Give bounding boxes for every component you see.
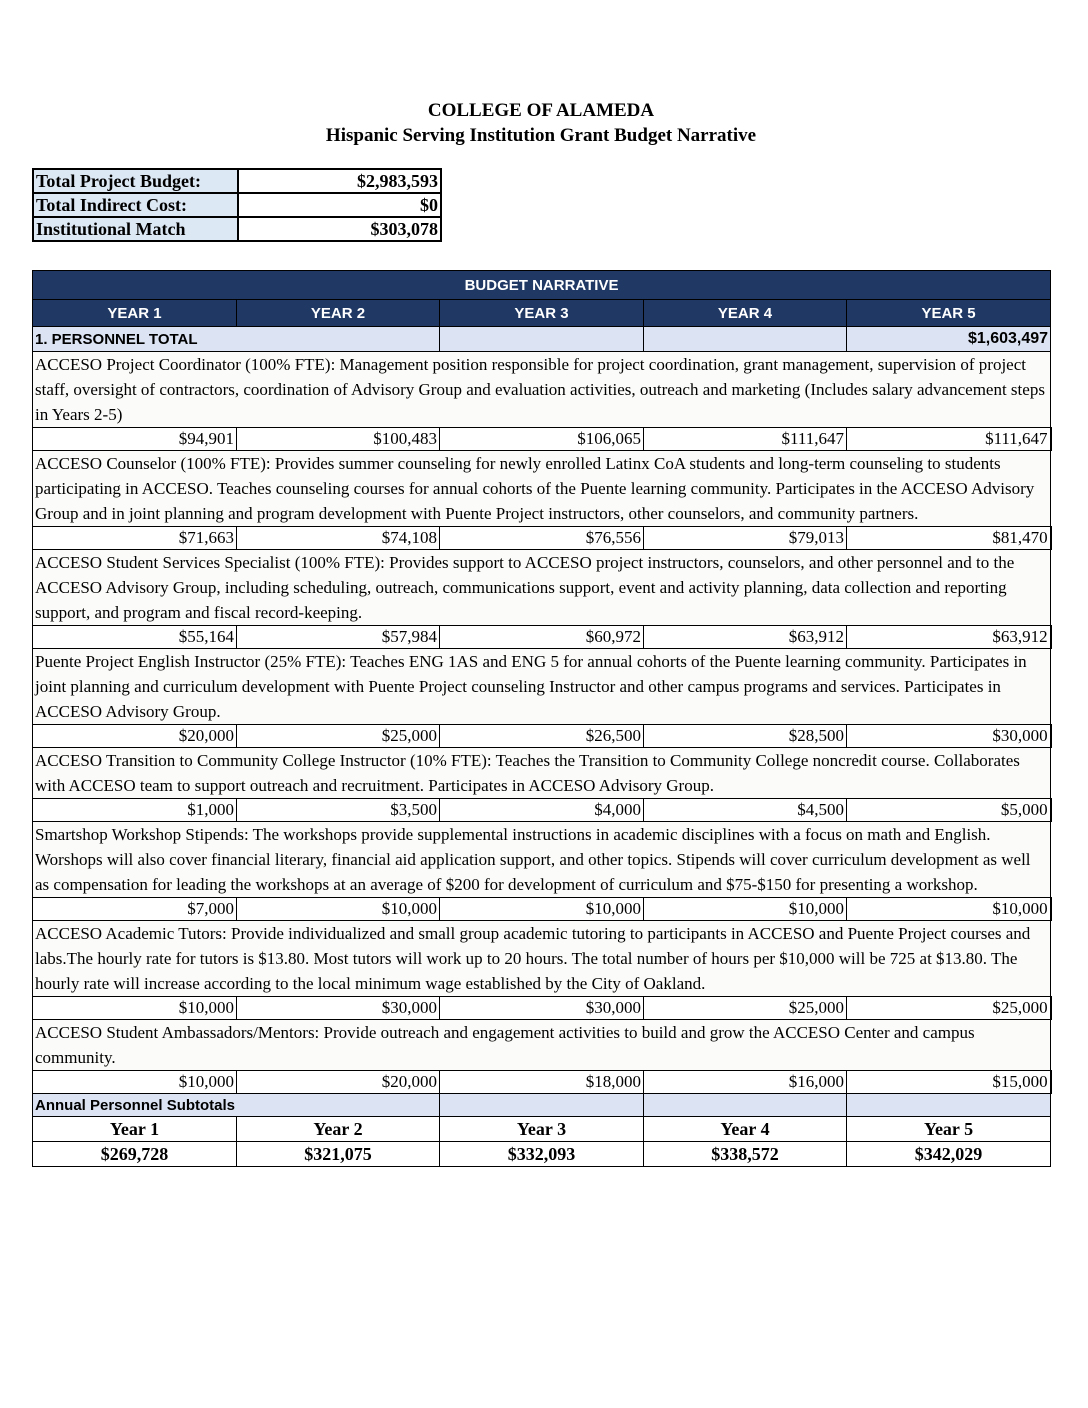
- amount-cell: $71,663: [33, 527, 237, 550]
- subtotals-label: Annual Personnel Subtotals: [33, 1094, 440, 1117]
- summary-value: $0: [238, 193, 441, 217]
- summary-row: [33, 193, 441, 217]
- amount-cell: $25,000: [644, 997, 847, 1020]
- line-item-description-row: [33, 550, 1051, 626]
- line-item-description: Puente Project English Instructor (25% FTE): Teaches ENG 1AS and ENG 5 for annual cohorts of the Puente learning community. Participates in joint planning and curriculum development with Puente Project counseling Instructor and other campus programs and services. Participates in ACCESO Advisory Group.: [33, 649, 1051, 725]
- amount-cell: $94,901: [33, 428, 237, 451]
- amount-cell: $111,647: [847, 428, 1051, 451]
- personnel-total-row: [33, 327, 1051, 352]
- document-subtitle: Hispanic Serving Institution Grant Budget Narrative: [325, 125, 757, 146]
- section-label: 1. PERSONNEL TOTAL: [33, 327, 440, 352]
- amount-cell: $30,000: [440, 997, 644, 1020]
- document-title-block: [0, 99, 1088, 149]
- line-item-amount-row: [33, 527, 1051, 550]
- line-item-description-row: [33, 649, 1051, 725]
- summary-label: Total Indirect Cost:: [33, 193, 238, 217]
- subtotal-year: Year 5: [847, 1117, 1051, 1142]
- line-item-description-row: [33, 1020, 1051, 1071]
- budget-narrative-table: [32, 270, 1052, 1167]
- table-title: BUDGET NARRATIVE: [33, 271, 1051, 300]
- section-total: $1,603,497: [847, 327, 1051, 352]
- summary-row: [33, 169, 441, 193]
- amount-cell: $63,912: [847, 626, 1051, 649]
- subtotals-value-row: [33, 1142, 1051, 1167]
- line-item-description: ACCESO Counselor (100% FTE): Provides summer counseling for newly enrolled Latinx CoA students and long-term counseling to students participating in ACCESO. Teaches counseling courses for annual cohorts of the Puente learning community. Participates in the ACCESO Advisory Group and in joint planning and program development with Puente Project instructors, other counselors, and community partners.: [33, 451, 1051, 527]
- line-item-amount-row: [33, 428, 1051, 451]
- amount-cell: $63,912: [644, 626, 847, 649]
- amount-cell: $76,556: [440, 527, 644, 550]
- amount-cell: $28,500: [644, 725, 847, 748]
- summary-value: $2,983,593: [238, 169, 441, 193]
- summary-label: Total Project Budget:: [33, 169, 238, 193]
- amount-cell: $7,000: [33, 898, 237, 921]
- amount-cell: $4,000: [440, 799, 644, 822]
- subtotal-value: $342,029: [847, 1142, 1051, 1167]
- summary-label: Institutional Match: [33, 217, 238, 241]
- empty-cell: [440, 1094, 644, 1117]
- amount-cell: $18,000: [440, 1071, 644, 1094]
- line-item-description-row: [33, 352, 1051, 428]
- subtotal-value: $321,075: [237, 1142, 440, 1167]
- amount-cell: $60,972: [440, 626, 644, 649]
- amount-cell: $26,500: [440, 725, 644, 748]
- amount-cell: $74,108: [237, 527, 440, 550]
- amount-cell: $57,984: [237, 626, 440, 649]
- amount-cell: $15,000: [847, 1071, 1051, 1094]
- amount-cell: $111,647: [644, 428, 847, 451]
- line-item-amount-row: [33, 898, 1051, 921]
- year-header: YEAR 5: [847, 300, 1051, 327]
- institution-title: COLLEGE OF ALAMEDA: [427, 100, 655, 121]
- amount-cell: $79,013: [644, 527, 847, 550]
- amount-cell: $25,000: [847, 997, 1051, 1020]
- amount-cell: $5,000: [847, 799, 1051, 822]
- amount-cell: $20,000: [33, 725, 237, 748]
- summary-value: $303,078: [238, 217, 441, 241]
- year-header: YEAR 3: [440, 300, 644, 327]
- empty-cell: [440, 327, 644, 352]
- line-item-amount-row: [33, 997, 1051, 1020]
- line-item-description: ACCESO Student Services Specialist (100% FTE): Provides support to ACCESO project instructors, counselors, and other personnel and to the ACCESO Advisory Group, including scheduling, outreach, communications support, event and activity planning, data collection and reporting support, and program and fiscal record-keeping.: [33, 550, 1051, 626]
- amount-cell: $3,500: [237, 799, 440, 822]
- line-item-description-row: [33, 822, 1051, 898]
- amount-cell: $10,000: [33, 1071, 237, 1094]
- line-item-description-row: [33, 921, 1051, 997]
- amount-cell: $10,000: [33, 997, 237, 1020]
- subtotal-year: Year 1: [33, 1117, 237, 1142]
- subtotal-value: $332,093: [440, 1142, 644, 1167]
- amount-cell: $81,470: [847, 527, 1051, 550]
- line-item-amount-row: [33, 725, 1051, 748]
- amount-cell: $55,164: [33, 626, 237, 649]
- line-item-description: ACCESO Academic Tutors: Provide individualized and small group academic tutoring to participants in ACCESO and Puente Project courses and labs.The hourly rate for tutors is $13.80. Most tutors will work up to 20 hours. The total number of hours per $10,000 will be 725 at $13.80. The hourly rate will increase according to the local minimum wage established by the City of Oakland.: [33, 921, 1051, 997]
- year-header: YEAR 1: [33, 300, 237, 327]
- amount-cell: $10,000: [440, 898, 644, 921]
- amount-cell: $30,000: [847, 725, 1051, 748]
- amount-cell: $10,000: [644, 898, 847, 921]
- year-header-row: [33, 300, 1051, 327]
- budget-summary-table: [32, 168, 442, 242]
- amount-cell: $100,483: [237, 428, 440, 451]
- line-item-amount-row: [33, 626, 1051, 649]
- line-item-description-row: [33, 748, 1051, 799]
- empty-cell: [644, 327, 847, 352]
- amount-cell: $10,000: [847, 898, 1051, 921]
- table-title-row: [33, 271, 1051, 300]
- subtotals-label-row: [33, 1094, 1051, 1117]
- line-item-description-row: [33, 451, 1051, 527]
- line-item-description: Smartshop Workshop Stipends: The workshops provide supplemental instructions in academic disciplines with a focus on math and English. Worshops will also cover financial literary, financial aid application support, and other topics. Stipends will cover curriculum development as well as compensation for leading the workshops at an average of $200 for development of curriculum and $75-$150 for presenting a workshop.: [33, 822, 1051, 898]
- subtotal-year: Year 4: [644, 1117, 847, 1142]
- amount-cell: $4,500: [644, 799, 847, 822]
- subtotals-year-row: [33, 1117, 1051, 1142]
- amount-cell: $16,000: [644, 1071, 847, 1094]
- subtotal-value: $338,572: [644, 1142, 847, 1167]
- line-item-description: ACCESO Project Coordinator (100% FTE): Management position responsible for project coordination, grant management, supervision of project staff, oversight of contractors, coordination of Advisory Group and evaluation activities, outreach and marketing (Includes salary advancement steps in Years 2-5): [33, 352, 1051, 428]
- amount-cell: $1,000: [33, 799, 237, 822]
- amount-cell: $30,000: [237, 997, 440, 1020]
- subtotal-value: $269,728: [33, 1142, 237, 1167]
- subtotal-year: Year 3: [440, 1117, 644, 1142]
- amount-cell: $106,065: [440, 428, 644, 451]
- subtotal-year: Year 2: [237, 1117, 440, 1142]
- line-item-description: ACCESO Student Ambassadors/Mentors: Provide outreach and engagement activities to build and grow the ACCESO Center and campus community.: [33, 1020, 1051, 1071]
- amount-cell: $20,000: [237, 1071, 440, 1094]
- amount-cell: $25,000: [237, 725, 440, 748]
- empty-cell: [644, 1094, 847, 1117]
- line-item-amount-row: [33, 799, 1051, 822]
- line-item-amount-row: [33, 1071, 1051, 1094]
- amount-cell: $10,000: [237, 898, 440, 921]
- year-header: YEAR 2: [237, 300, 440, 327]
- summary-row: [33, 217, 441, 241]
- empty-cell: [847, 1094, 1051, 1117]
- year-header: YEAR 4: [644, 300, 847, 327]
- line-item-description: ACCESO Transition to Community College Instructor (10% FTE): Teaches the Transition to Community College noncredit course. Collaborates with ACCESO team to support outreach and recruitment. Participates in ACCESO Advisory Group.: [33, 748, 1051, 799]
